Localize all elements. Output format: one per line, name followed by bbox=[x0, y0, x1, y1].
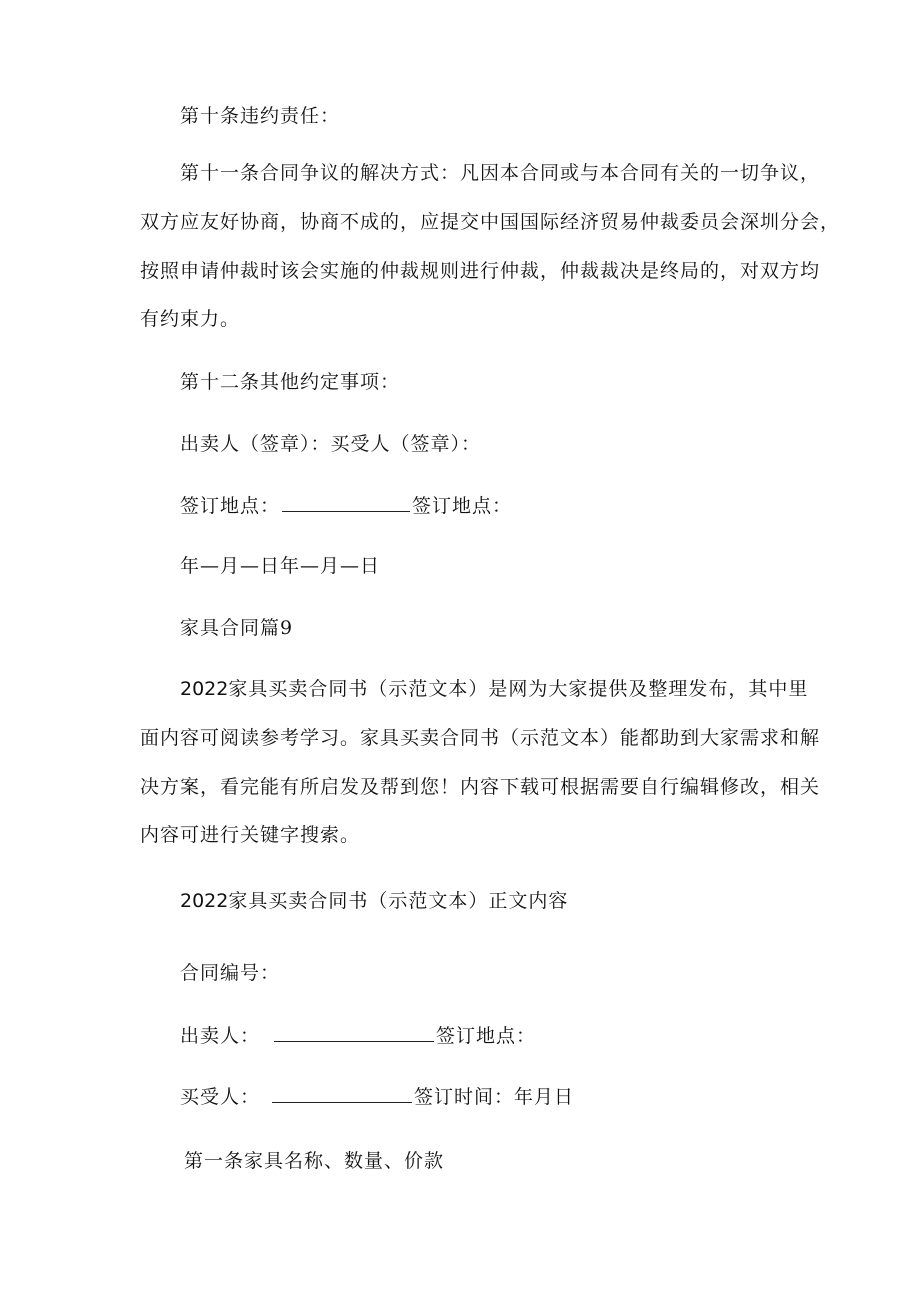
content-title-text: 家具买卖合同书（示范文本）正文内容 bbox=[228, 890, 569, 912]
seller-place-label: 签订地点： bbox=[436, 1025, 537, 1047]
signing-place-blank bbox=[282, 493, 410, 512]
signing-place-left-label: 签订地点： bbox=[180, 495, 281, 517]
intro-line-1-text: 家具买卖合同书（示范文本）是网为大家提供及整理发布，其中里 bbox=[228, 678, 809, 700]
intro-line-2: 面内容可阅读参考学习。家具买卖合同书（示范文本）能都助到大家需求和解 bbox=[140, 727, 821, 749]
article-12-heading: 第十二条其他约定事项： bbox=[180, 371, 401, 393]
contract-number-label: 合同编号： bbox=[180, 962, 281, 984]
seller-label: 出卖人： bbox=[180, 1025, 261, 1047]
intro-line-1 bbox=[180, 676, 808, 702]
article-11-line-1: 第十一条合同争议的解决方式：凡因本合同或与本合同有关的一切争议， bbox=[180, 162, 821, 184]
buyer-label: 买受人： bbox=[180, 1086, 261, 1108]
seller-blank bbox=[274, 1023, 434, 1042]
buyer-line bbox=[180, 1084, 574, 1110]
buyer-time-label: 签订时间：年月日 bbox=[414, 1086, 575, 1108]
intro-year: 2022 bbox=[180, 678, 229, 700]
signing-place-line bbox=[180, 493, 512, 519]
signing-date-line: 年—月—日年—月—日 bbox=[180, 555, 381, 577]
article-10-heading: 第十条违约责任： bbox=[180, 105, 341, 127]
article-11-line-2: 双方应友好协商，协商不成的，应提交中国国际经济贸易仲裁委员会深圳分会， bbox=[140, 211, 841, 233]
seller-buyer-signature-line: 出卖人（签章）：买受人（签章）： bbox=[180, 433, 482, 455]
seller-line bbox=[180, 1023, 536, 1049]
content-title bbox=[180, 888, 568, 914]
intro-line-3: 决方案，看完能有所启发及帮到您！内容下载可根据需要自行编辑修改，相关 bbox=[140, 776, 821, 798]
article-11-line-4: 有约束力。 bbox=[140, 308, 241, 330]
article-11-line-3: 按照申请仲裁时该会实施的仲裁规则进行仲裁，仲裁裁决是终局的，对双方均 bbox=[140, 260, 821, 282]
content-title-year: 2022 bbox=[180, 890, 229, 912]
signing-place-right-label: 签订地点： bbox=[412, 495, 513, 517]
buyer-blank bbox=[272, 1084, 412, 1103]
intro-line-4: 内容可进行关键字搜索。 bbox=[140, 824, 361, 846]
article-1-heading: 第一条家具名称、数量、价款 bbox=[184, 1150, 445, 1172]
section-title: 家具合同篇9 bbox=[180, 617, 294, 639]
